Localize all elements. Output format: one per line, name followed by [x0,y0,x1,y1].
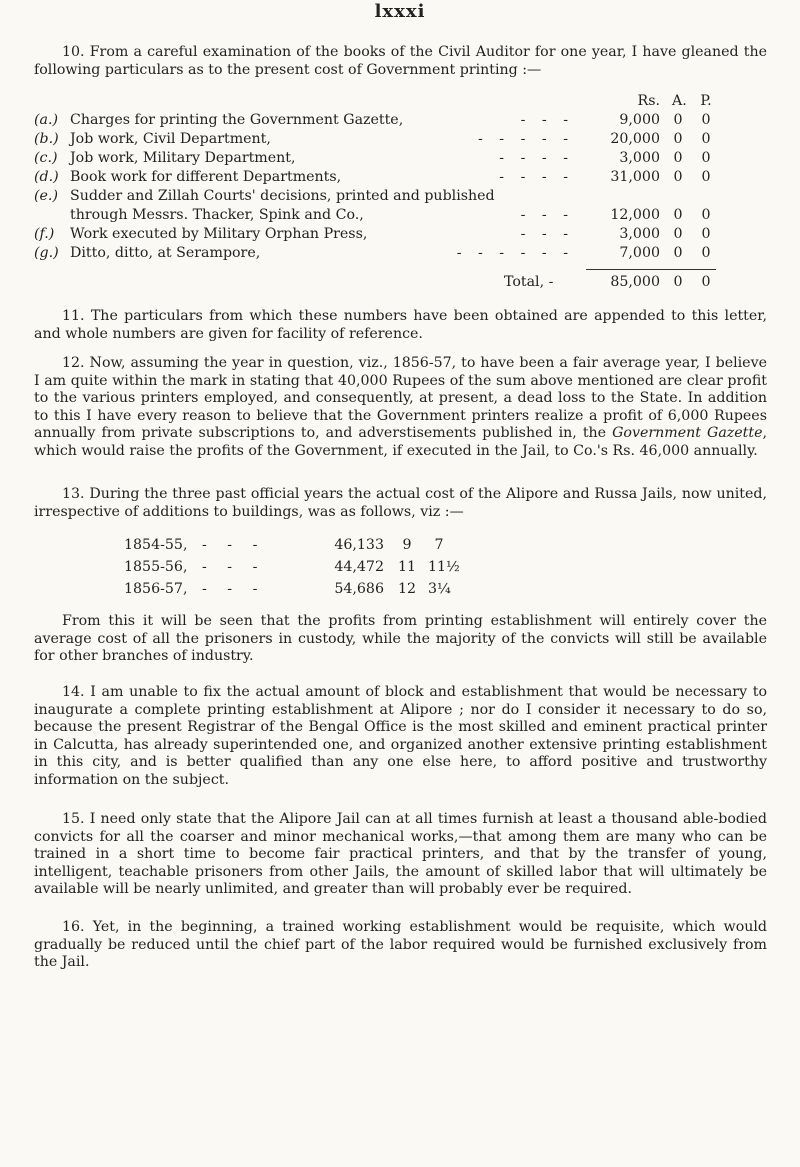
header-rs: Rs. [637,93,660,109]
jail-a: 9 [402,537,412,553]
jail-year: 1855-56, [124,559,188,575]
row-rs: 7,000 [619,245,660,261]
row-leader: - - - - [499,169,574,185]
row-description: Sudder and Zillah Courts' decisions, printed and published [70,188,495,204]
table-row [34,169,767,188]
row-rs: 31,000 [610,169,660,185]
table-row [34,131,767,150]
jail-cost-row [34,559,767,581]
paragraph-15: 15. I need only state that the Alipore Jail can at all times furnish at least a thousand able-bodied convicts for all the coarser and minor mechanical works,—that among them are many who can be trained in a short time to become fair practical printers, and that by the transfer of young, intelligent, teachable prisoners from other Jails, the amount of skilled labor that will ultimately be available will be nearly unlimited, and greater than will probably ever be required. [34,811,767,897]
table-row [34,150,767,169]
paragraph-13b: From this it will be seen that the profits from printing establishment will entirely cover the average cost of all the prisoners in custody, while the majority of the convicts will still be available for other branches of industry. [34,613,767,664]
row-a: 0 [673,112,683,128]
total-row [34,274,767,293]
row-label: (g.) [34,245,59,261]
jail-rs: 46,133 [334,537,384,553]
jail-leader: - - - [202,581,266,597]
table-row [34,207,767,226]
jail-cost-row [34,581,767,603]
row-description: Job work, Civil Department, [70,131,271,147]
row-rs: 3,000 [619,226,660,242]
jail-rs: 54,686 [334,581,384,597]
row-rs: 9,000 [619,112,660,128]
row-a: 0 [673,245,683,261]
jail-year: 1856-57, [124,581,188,597]
row-leader: - - - [520,112,574,128]
row-leader: - - - [520,226,574,242]
jail-rs: 44,472 [334,559,384,575]
row-description: Charges for printing the Government Gazette, [70,112,404,128]
row-leader: - - - [520,207,574,223]
header-p: P. [700,93,712,109]
row-description: Job work, Military Department, [70,150,296,166]
table-row [34,188,767,207]
page-number: lxxxi [374,1,426,22]
paragraph-12-part-2: , which would raise the profits of the Government, if executed in the Jail, to Co.'s Rs. 46,000 annually. [34,425,767,459]
header-a: A. [672,93,687,109]
row-label: (f.) [34,226,55,242]
row-label: (b.) [34,131,59,147]
row-p: 0 [701,169,711,185]
row-leader: - - - - [499,150,574,166]
total-rs: 85,000 [610,274,660,290]
row-p: 0 [701,245,711,261]
row-leader: - - - - - - [456,245,574,261]
row-p: 0 [701,112,711,128]
row-description: Ditto, ditto, at Serampore, [70,245,261,261]
row-rs: 12,000 [610,207,660,223]
jail-a: 12 [397,581,417,597]
row-a: 0 [673,131,683,147]
total-a: 0 [673,274,683,290]
row-p: 0 [701,226,711,242]
paragraph-13: 13. During the three past official years the actual cost of the Alipore and Russa Jails, now united, irrespective of additions to buildings, was as follows, viz :— [34,486,767,520]
row-a: 0 [673,207,683,223]
paragraph-14: 14. I am unable to fix the actual amount of block and establishment that would be necessary to inaugurate a complete printing establishment at Alipore ; nor do I consider it necessary to do so, because the present Registrar of the Bengal Office is the most skilled and eminent practical printer in Calcutta, has already superintended one, and organized another extensive printing establishment in this city, and is better qualified than any one else here, to afford positive and trustworthy information on the subject. [34,684,767,788]
jail-a: 11 [397,559,417,575]
row-label: (a.) [34,112,59,128]
row-p: 0 [701,131,711,147]
jail-p: 3¼ [428,581,451,597]
paragraph-11: 11. The particulars from which these numbers have been obtained are appended to this letter, and whole numbers are given for facility of reference. [34,308,767,342]
jail-leader: - - - [202,559,266,575]
row-label: (c.) [34,150,58,166]
jail-year: 1854-55, [124,537,188,553]
row-description: through Messrs. Thacker, Spink and Co., [70,207,364,223]
row-label: (d.) [34,169,59,185]
total-rule [586,269,716,270]
total-label: Total, - [504,274,554,290]
paragraph-12-part-1: 12. Now, assuming the year in question, viz., 1856-57, to have been a fair average year, I believe I am quite within the mark in stating that 40,000 Rupees of the sum above mentioned are clear profit to the various printers employed, and consequently, at present, a dead loss to the State. In addition to this I have every reason to believe that the Government printers realize a profit of 6,000 Rupees annually from private subscriptions to, and adverstisements published in, the [34,355,767,441]
paragraph-16: 16. Yet, in the beginning, a trained working establishment would be requisite, which would gradually be reduced until the chief part of the labor required would be furnished exclusively from the Jail. [34,919,767,970]
table-header [34,93,767,112]
row-rs: 20,000 [610,131,660,147]
table-row [34,226,767,245]
paragraph-10: 10. From a careful examination of the books of the Civil Auditor for one year, I have gleaned the following particulars as to the present cost of Government printing :— [34,44,767,78]
row-description: Work executed by Military Orphan Press, [70,226,368,242]
cost-table [34,93,767,293]
jail-leader: - - - [202,537,266,553]
paragraph-12 [34,355,767,460]
row-description: Book work for different Departments, [70,169,342,185]
table-row [34,245,767,264]
row-leader: - - - - - [477,131,574,147]
row-p: 0 [701,150,711,166]
jail-cost-table [34,537,767,603]
jail-cost-row [34,537,767,559]
gazette-title: Government Gazette [612,425,763,441]
table-row [34,112,767,131]
row-a: 0 [673,150,683,166]
row-rs: 3,000 [619,150,660,166]
row-label: (e.) [34,188,58,204]
row-a: 0 [673,169,683,185]
jail-p: 7 [434,537,444,553]
total-p: 0 [701,274,711,290]
row-a: 0 [673,226,683,242]
jail-p: 11½ [428,559,460,575]
row-p: 0 [701,207,711,223]
